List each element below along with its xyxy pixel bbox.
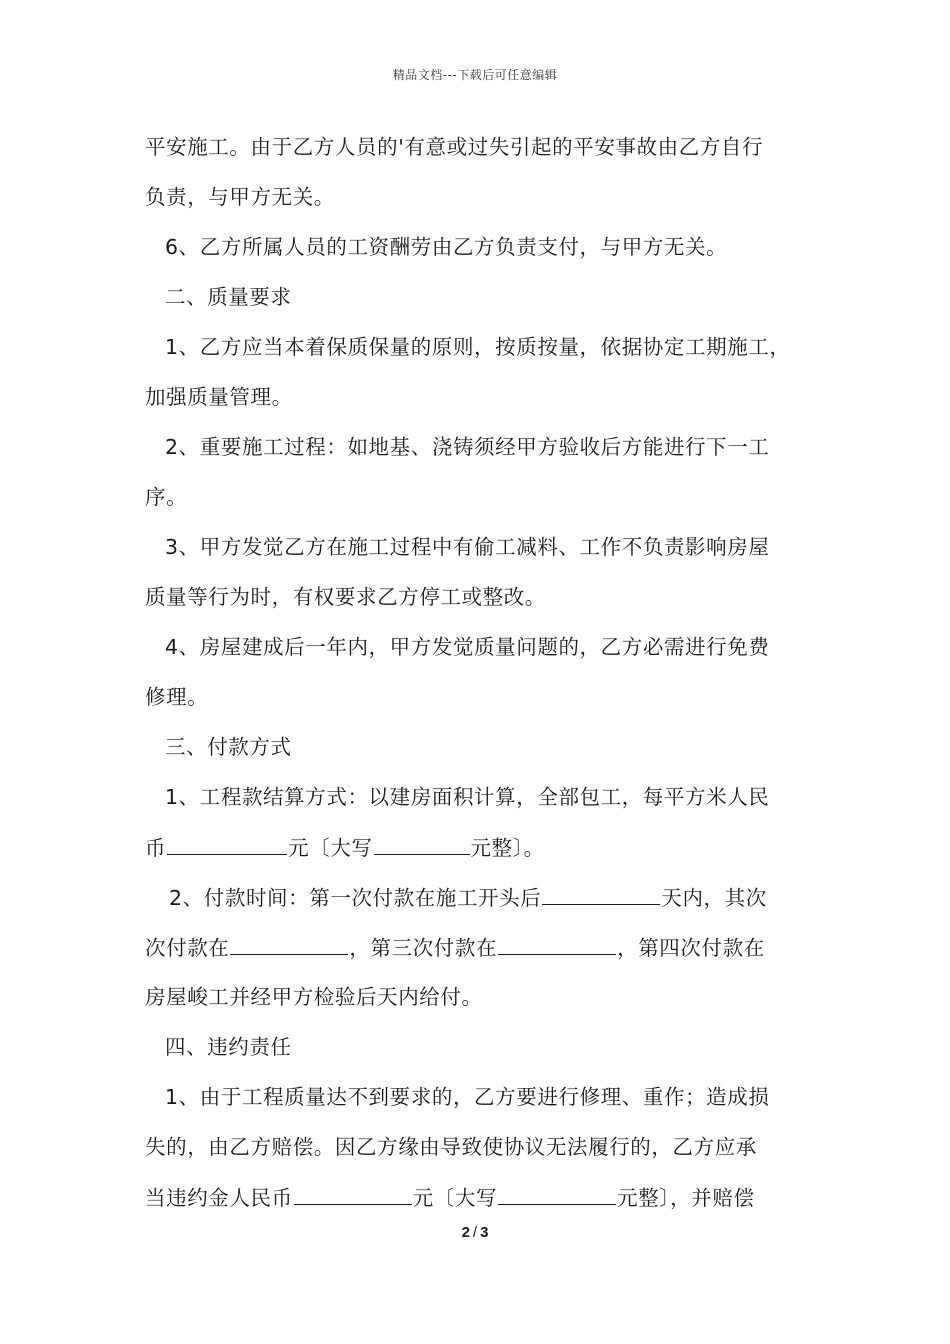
page-number [0,1224,950,1241]
text-segment: 元〔大写 [412,1186,498,1210]
fill-in-blank [542,876,660,905]
clause-1: 1、乙方应当本着保质保量的原则，按质按量，依据协定工期施工， [165,335,791,359]
fill-in-blank [374,826,470,855]
text-line: 负责，与甲方无关。 [145,185,335,209]
text-line [145,826,810,876]
text-segment: 天内，其次 [661,886,767,910]
text-line: 失的，由乙方赔偿。因乙方缘由导致使协议无法履行的，乙方应承 [145,1135,757,1159]
section-heading-breach: 四、违约责任 [165,1035,292,1059]
text-segment: 币 [145,836,167,860]
text-line [145,926,810,976]
fill-in-blank [167,826,287,855]
text-segment: 2、付款时间：第一次付款在施工开头后 [169,886,542,910]
current-page: 2 [461,1224,470,1241]
section-heading-quality: 二、质量要求 [165,285,292,309]
text-segment: 元〔大写 [288,836,373,860]
clause-1-breach: 1、由于工程质量达不到要求的，乙方要进行修理、重作；造成损 [165,1085,770,1109]
text-segment: 元整〕。 [470,836,545,860]
fill-in-blank [498,1176,616,1205]
clause-6: 6、乙方所属人员的工资酬劳由乙方负责支付，与甲方无关。 [165,235,728,259]
fill-in-blank [498,926,616,955]
clause-2-payment [145,876,810,926]
text-line: 修理。 [145,685,209,709]
total-pages: 3 [480,1224,489,1241]
clause-2: 2、重要施工过程：如地基、浇铸须经甲方验收后方能进行下一工 [165,435,770,459]
text-segment: 次付款在 [145,936,230,960]
section-heading-payment: 三、付款方式 [165,735,292,759]
fill-in-blank [230,926,348,955]
text-line: 房屋峻工并经甲方检验后天内给付。 [145,985,483,1009]
page-separator: / [472,1224,478,1241]
page-header: 精品文档---下载后可任意编辑 [392,68,558,82]
text-line: 质量等行为时，有权要求乙方停工或整改。 [145,585,546,609]
text-segment: 元整〕，并赔偿 [617,1186,755,1210]
document-body [145,126,810,1226]
text-segment: ，第三次付款在 [349,936,498,960]
fill-in-blank [294,1176,412,1205]
text-line: 加强质量管理。 [145,385,293,409]
clause-1-payment: 1、工程款结算方式：以建房面积计算，全部包工，每平方米人民 [165,785,770,809]
text-segment: ，第四次付款在 [617,936,765,960]
text-line: 序。 [145,485,188,509]
text-line: 平安施工。由于乙方人员的'有意或过失引起的平安事故由乙方自行 [145,135,764,159]
clause-3: 3、甲方发觉乙方在施工过程中有偷工减料、工作不负责影响房屋 [165,535,770,559]
text-line [145,1176,810,1226]
text-segment: 当违约金人民币 [145,1186,293,1210]
clause-4: 4、房屋建成后一年内，甲方发觉质量问题的，乙方必需进行免费 [165,635,770,659]
